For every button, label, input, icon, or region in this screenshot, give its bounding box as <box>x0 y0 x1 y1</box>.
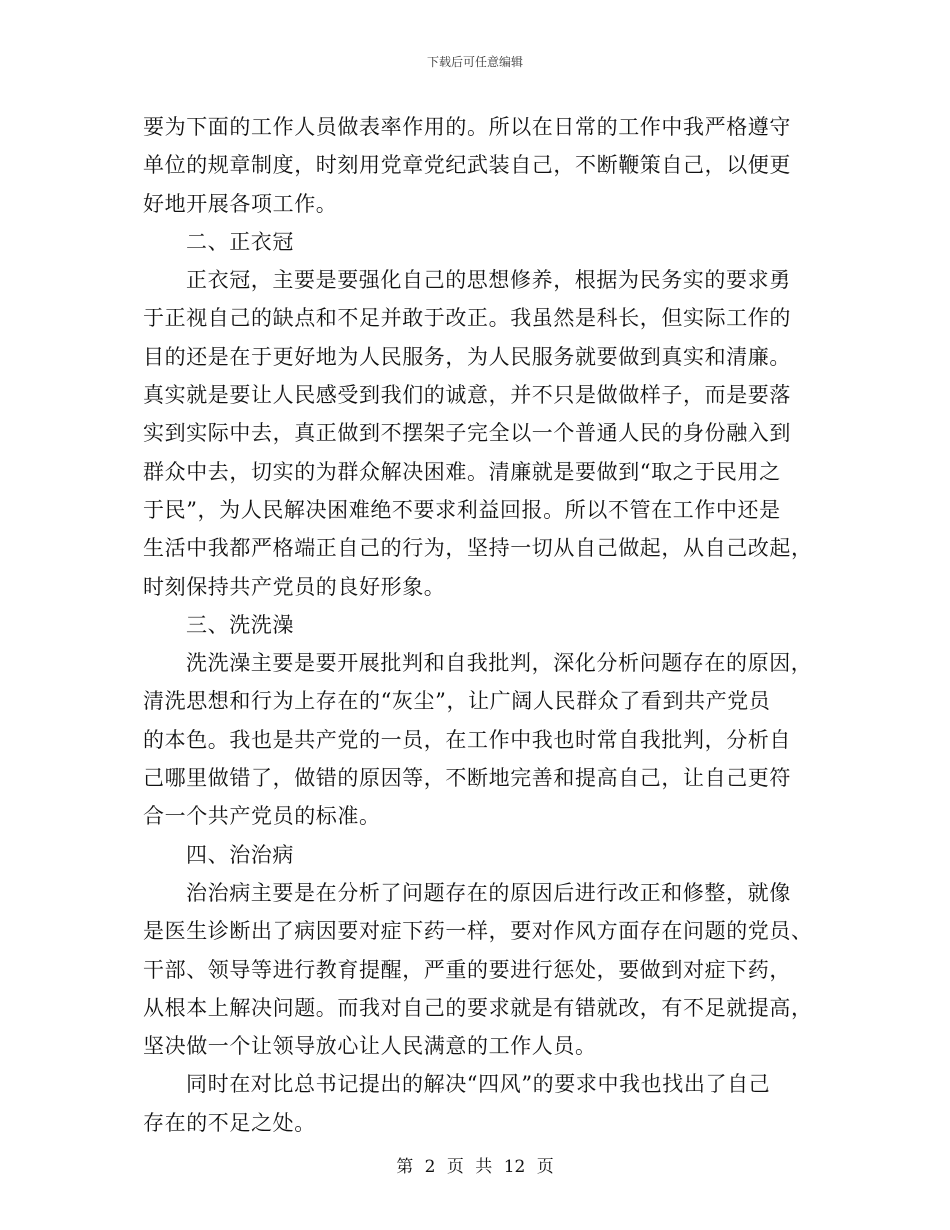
paragraph-line: 治治病主要是在分析了问题存在的原因后进行改正和修整，就像 <box>186 880 791 905</box>
paragraph-line: 生活中我都严格端正自己的行为，坚持一切从自己做起，从自己改起， <box>143 536 813 561</box>
paragraph-line: 的本色。我也是共产党的一员，在工作中我也时常自我批判，分析自 <box>143 727 791 752</box>
paragraph-line: 清洗思想和行为上存在的“灰尘”，让广阔人民群众了看到共产党员 <box>143 689 771 714</box>
paragraph-line: 正衣冠，主要是要强化自己的思想修养，根据为民务实的要求勇 <box>186 268 791 293</box>
paragraph-line: 目的还是在于更好地为人民服务，为人民服务就要做到真实和清廉。 <box>143 344 791 369</box>
section-heading: 二、正衣冠 <box>186 229 294 254</box>
paragraph-line: 于民”，为人民解决困难绝不要求利益回报。所以不管在工作中还是 <box>143 497 781 522</box>
section-heading: 三、洗洗澡 <box>186 612 294 637</box>
paragraph-line: 坚决做一个让领导放心让人民满意的工作人员。 <box>143 1034 597 1059</box>
paragraph-line: 从根本上解决问题。而我对自己的要求就是有错就改，有不足就提高， <box>143 995 813 1020</box>
paragraph-line: 好地开展各项工作。 <box>143 191 338 216</box>
page-header: 下载后可任意编辑 <box>426 55 523 69</box>
paragraph-line: 群众中去，切实的为群众解决困难。清廉就是要做到“取之于民用之 <box>143 459 781 484</box>
paragraph-line: 于正视自己的缺点和不足并敢于改正。我虽然是科长，但实际工作的 <box>143 306 791 331</box>
section-heading: 四、治治病 <box>186 842 294 867</box>
paragraph-line: 实到实际中去，真正做到不摆架子完全以一个普通人民的身份融入到 <box>143 421 791 446</box>
paragraph-line: 存在的不足之处。 <box>143 1110 316 1135</box>
paragraph-line: 同时在对比总书记提出的解决“四风”的要求中我也找出了自己 <box>186 1072 771 1097</box>
page-number: 第 2 页 共 12 页 <box>396 1157 554 1177</box>
paragraph-line: 真实就是要让人民感受到我们的诚意，并不只是做做样子，而是要落 <box>143 383 791 408</box>
paragraph-line: 时刻保持共产党员的良好形象。 <box>143 574 446 599</box>
paragraph-line: 要为下面的工作人员做表率作用的。所以在日常的工作中我严格遵守 <box>143 115 791 139</box>
paragraph-line: 合一个共产党员的标准。 <box>143 804 381 829</box>
paragraph-line: 洗洗澡主要是要开展批判和自我批判，深化分析问题存在的原因， <box>186 651 813 676</box>
paragraph-line: 己哪里做错了，做错的原因等，不断地完善和提高自己，让自己更符 <box>143 766 791 791</box>
paragraph-line: 是医生诊断出了病因要对症下药一样，要对作风方面存在问题的党员、 <box>143 919 813 944</box>
paragraph-line: 干部、领导等进行教育提醒，严重的要进行惩处，要做到对症下药， <box>143 957 791 982</box>
body-text <box>143 108 813 1142</box>
paragraph-line: 单位的规章制度，时刻用党章党纪武装自己，不断鞭策自己，以便更 <box>143 153 791 178</box>
